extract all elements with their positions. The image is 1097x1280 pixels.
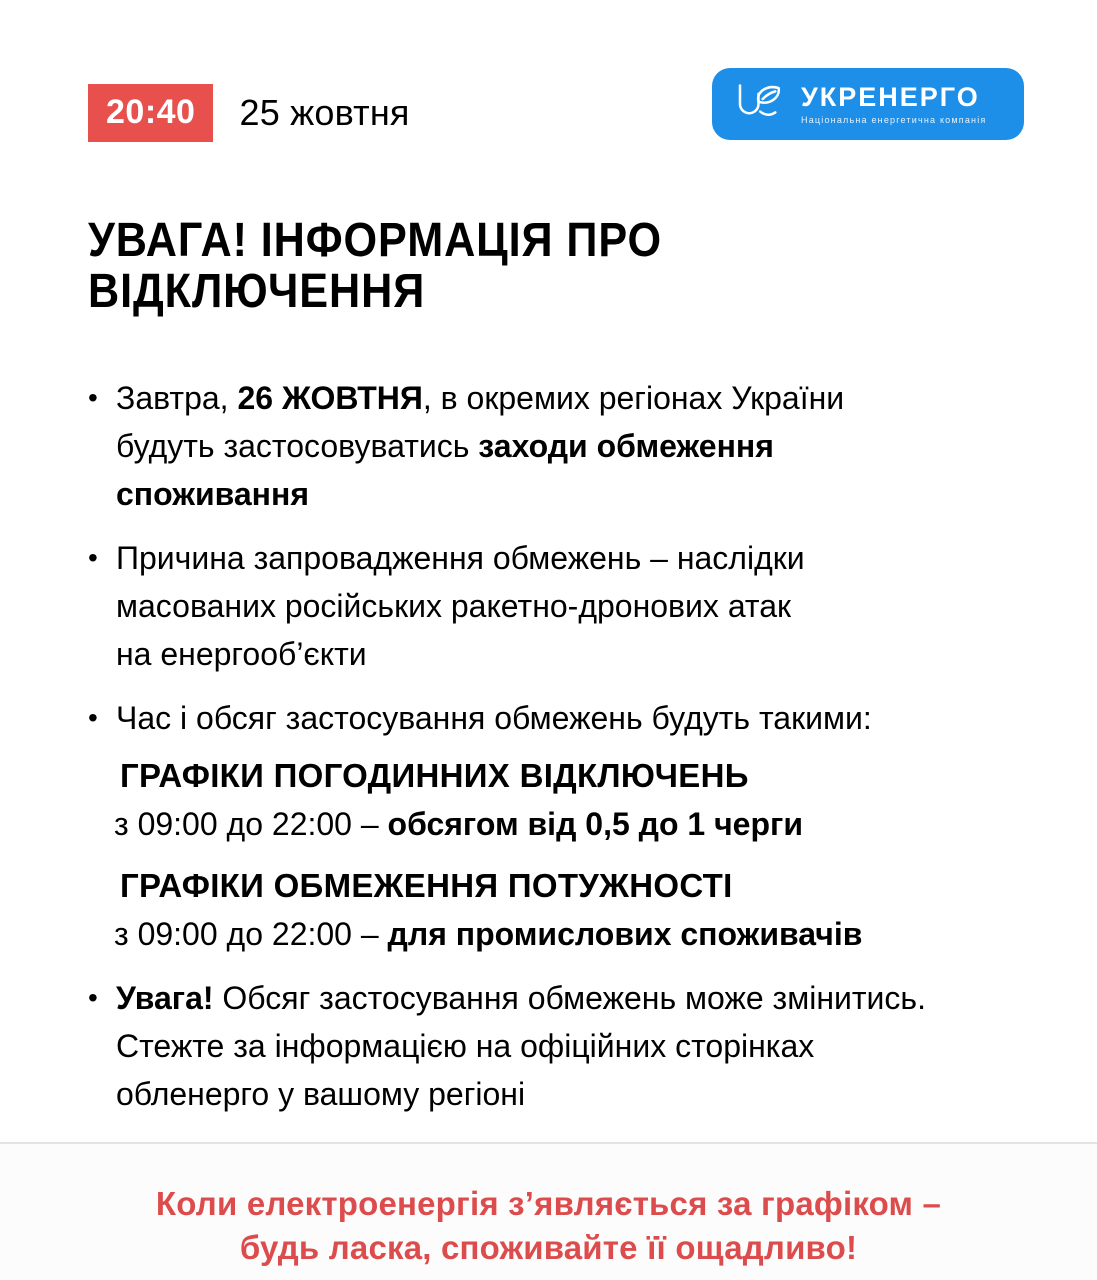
bullet-item-reason [88,534,1077,678]
logo-tagline: Національна енергетична компанія [801,114,987,125]
bullet-text: Час і обсяг застосування обмежень будуть такими: [116,699,872,736]
ue-leaf-monogram-icon [734,83,788,125]
post-date: 25 жовтня [239,92,410,133]
bullet-text: Завтра, 26 ЖОВТНЯ, в окремих регіонах України будуть застосовуватись заходи обмеження споживання [116,379,845,512]
bullet-item-tomorrow [88,374,1077,518]
bullet-item-scope [88,694,1077,742]
schedule-capacity-limits [114,862,1077,958]
schedule-time-range: з 09:00 до 22:00 – обсягом від 0,5 до 1 черги [114,805,803,842]
footer-save-energy-note: Коли електроенергія з’являється за графіком – будь ласка, споживайте її ощадливо! [155,1184,942,1266]
page-title [88,216,996,318]
bullet-dot-icon [88,534,116,678]
main-content [0,374,1097,1118]
logo-name: УКРЕНЕРГО [801,81,980,112]
schedule-heading: ГРАФІКИ ПОГОДИННИХ ВІДКЛЮЧЕНЬ [120,756,749,794]
bullet-text: Увага! Обсяг застосування обмежень може змінитись. Стежте за інформацією на офіційних сторінках обленерго у вашому регіоні [116,979,926,1112]
footer [0,1144,1097,1280]
schedule-time-range: з 09:00 до 22:00 – для промислових споживачів [114,915,863,952]
schedule-hourly-outages [114,752,1077,848]
bullet-text: Причина запровадження обмежень – наслідки масованих російських ракетно-дронових атак на енергооб’єкти [116,539,805,672]
bullet-dot-icon [88,694,116,742]
logo-text [801,81,987,125]
post-time: 20:40 [106,93,196,131]
bullet-dot-icon [88,374,116,518]
time-date-group [88,84,410,142]
page-title-line1: УВАГА! ІНФОРМАЦІЯ ПРО [88,214,662,267]
header [0,0,1097,142]
bullet-item-warning [88,974,1077,1118]
bullet-dot-icon [88,974,116,1118]
schedule-heading: ГРАФІКИ ОБМЕЖЕННЯ ПОТУЖНОСТІ [120,866,733,904]
page-title-line2: ВІДКЛЮЧЕННЯ [88,264,426,318]
time-badge [88,84,213,142]
ukrenergo-logo [712,68,1024,140]
